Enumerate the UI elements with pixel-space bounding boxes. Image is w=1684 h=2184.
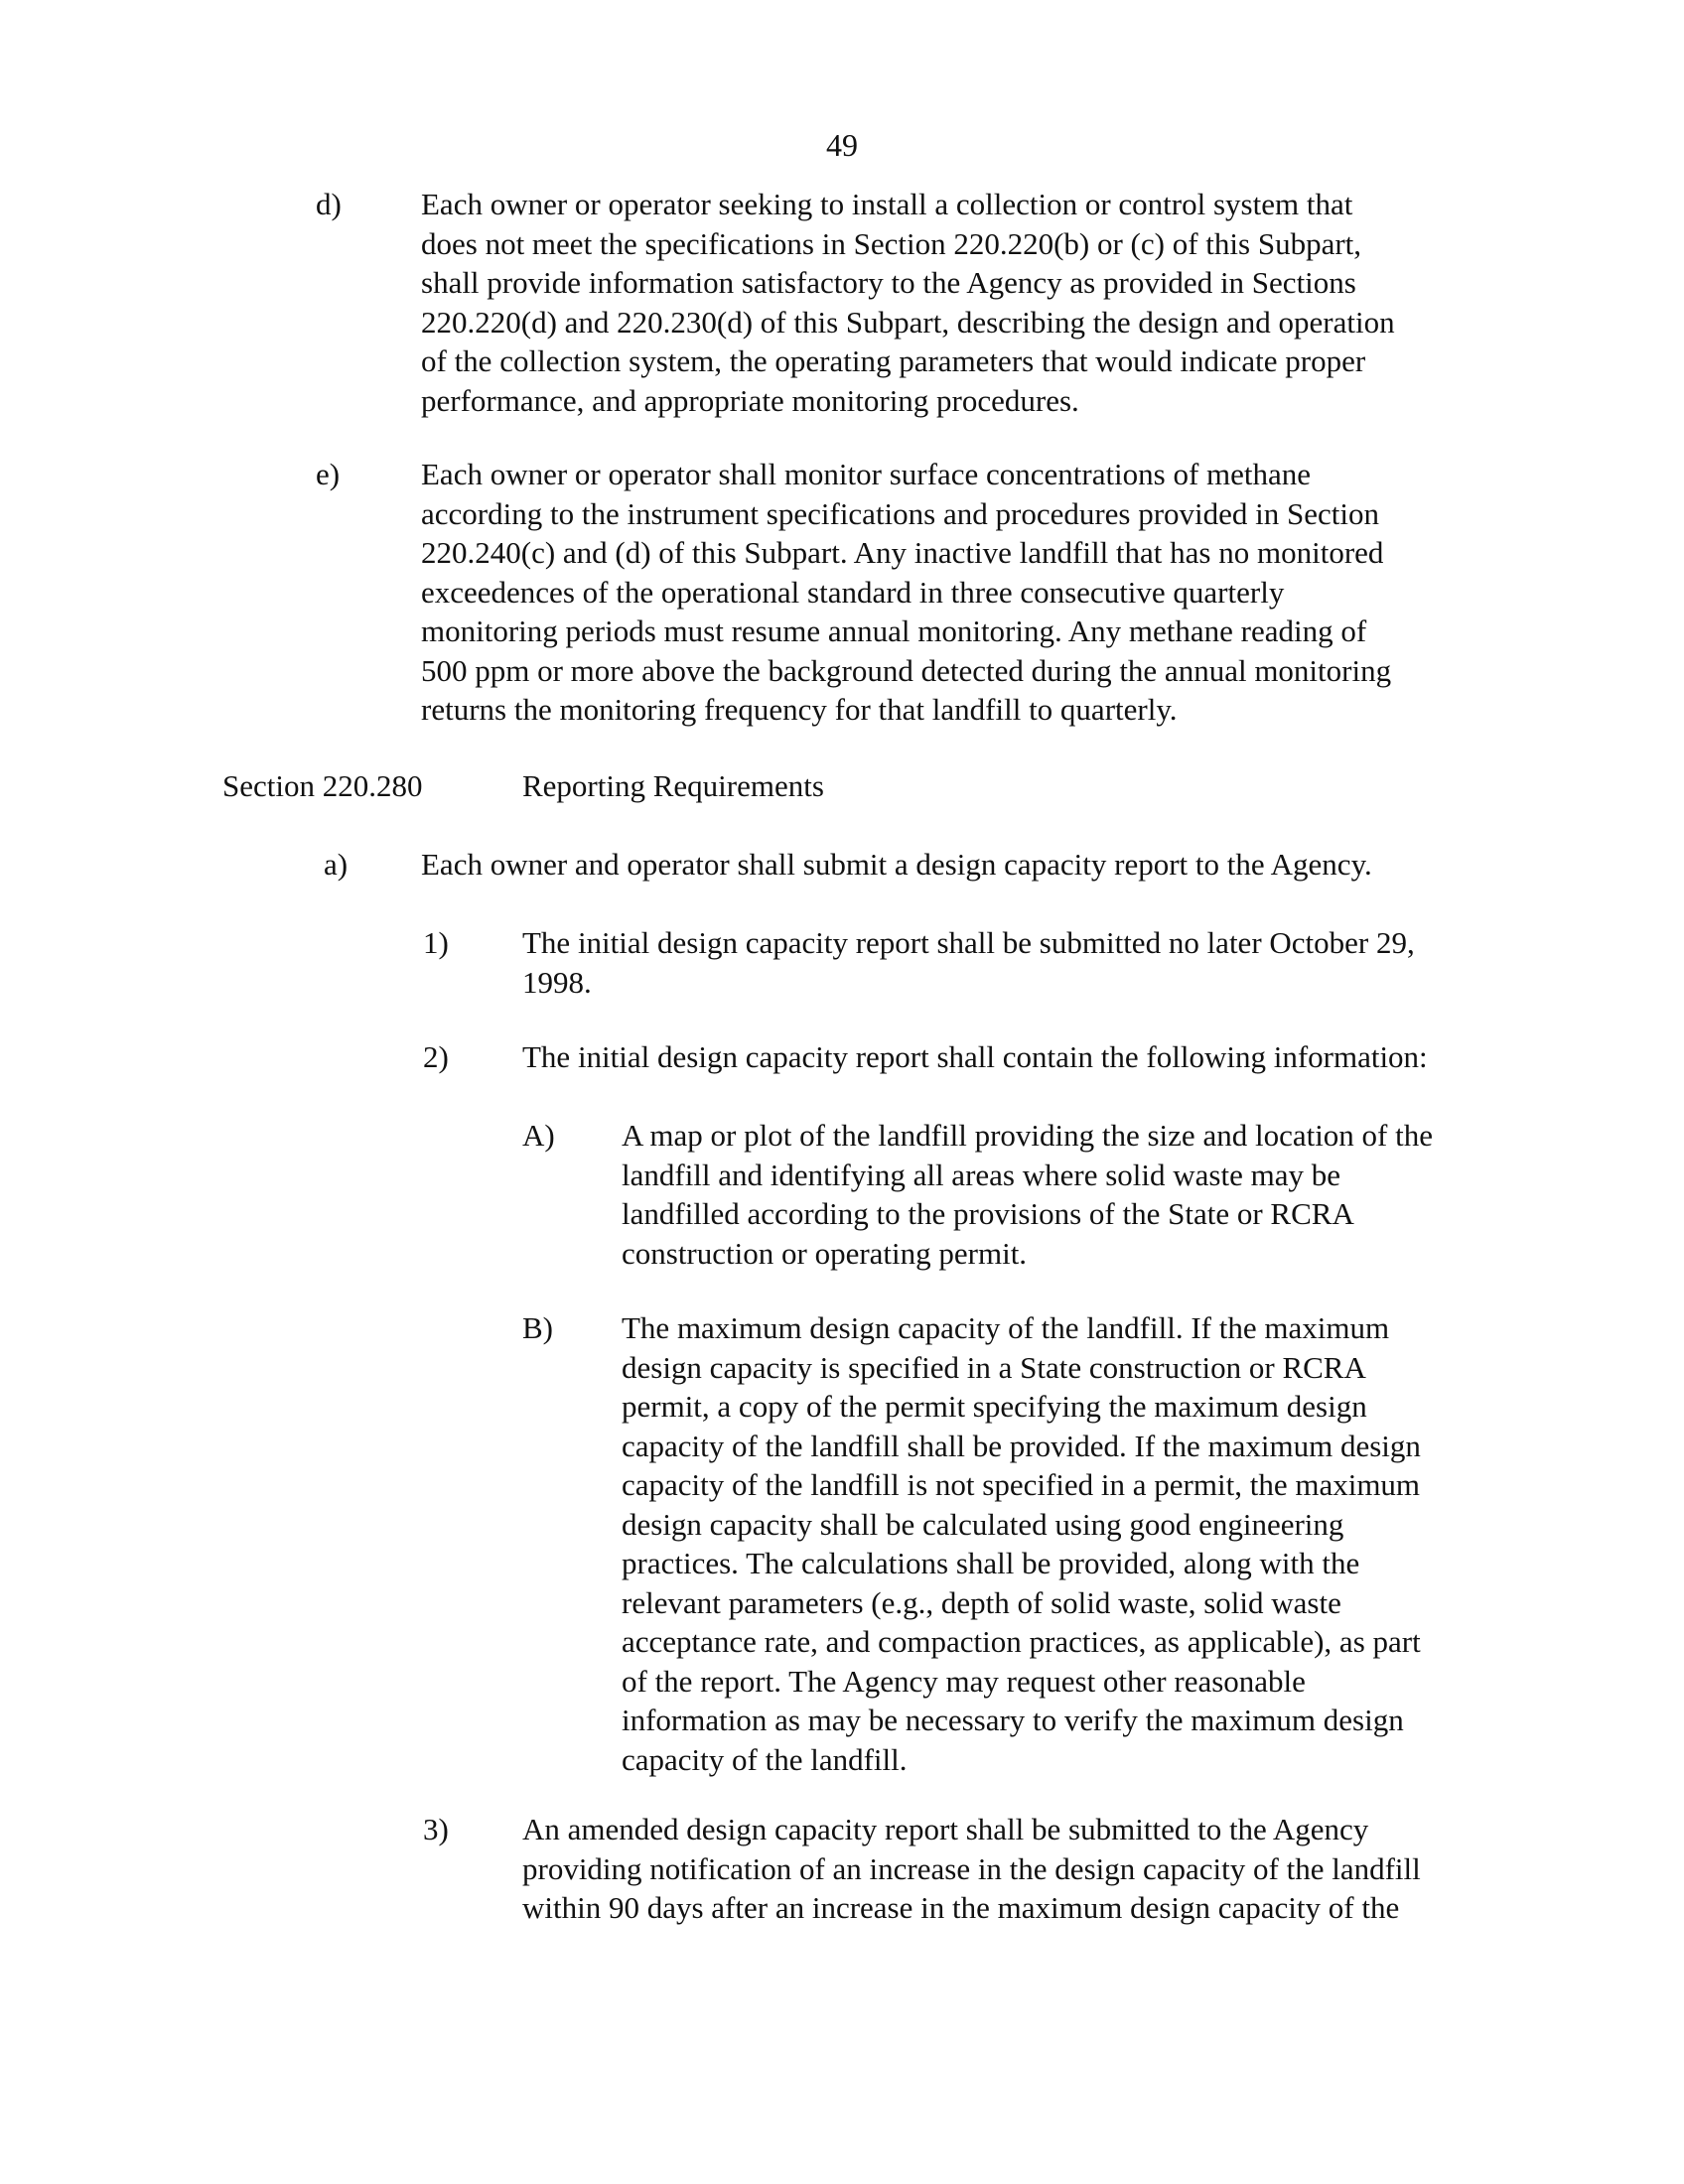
paragraph-a-label: a): [324, 847, 349, 882]
paragraph-a2A-line: A map or plot of the landfill providing the size and location of the: [622, 1118, 1434, 1153]
paragraph-a3-line: within 90 days after an increase in the maximum design capacity of the: [522, 1890, 1400, 1925]
paragraph-a2B-line: permit, a copy of the permit specifying the maximum design: [622, 1389, 1367, 1424]
paragraph-a2B-line: information as may be necessary to verify the maximum design: [622, 1703, 1404, 1737]
paragraph-a2B-label: B): [522, 1310, 553, 1345]
paragraph-e-label: e): [316, 457, 341, 491]
paragraph-a2A-line: landfill and identifying all areas where solid waste may be: [622, 1157, 1340, 1192]
paragraph-a2A-line: construction or operating permit.: [622, 1235, 1028, 1271]
paragraph-a2B-line: practices. The calculations shall be provided, along with the: [622, 1546, 1360, 1580]
paragraph-a2B-line: design capacity is specified in a State construction or RCRA: [622, 1349, 1366, 1385]
paragraph-a2A-line: landfilled according to the provisions of the State or RCRA: [622, 1196, 1354, 1231]
paragraph-e-line: 220.240(c) and (d) of this Subpart. Any inactive landfill that has no monitored: [421, 535, 1384, 570]
paragraph-d-line: performance, and appropriate monitoring procedures.: [421, 382, 1079, 418]
paragraph-e-line: exceedences of the operational standard in three consecutive quarterly: [421, 574, 1285, 610]
paragraph-e-line: Each owner or operator shall monitor surface concentrations of methane: [421, 457, 1312, 491]
paragraph-d-line: 220.220(d) and 220.230(d) of this Subpart, describing the design and operation: [421, 304, 1395, 340]
paragraph-a2B-line: The maximum design capacity of the landfill. If the maximum: [622, 1310, 1390, 1345]
paragraph-a2B-line: relevant parameters (e.g., depth of solid waste, solid waste: [622, 1584, 1341, 1620]
section-title: Reporting Requirements: [522, 768, 824, 803]
page-number: 49: [826, 127, 858, 163]
paragraph-a2B-line: capacity of the landfill.: [622, 1741, 908, 1777]
paragraph-d-line: shall provide information satisfactory to the Agency as provided in Sections: [421, 265, 1356, 300]
paragraph-a1-line: 1998.: [522, 964, 592, 1000]
paragraph-a2A-label: A): [522, 1118, 555, 1153]
section-number: Section 220.280: [222, 768, 423, 803]
paragraph-e-line: monitoring periods must resume annual monitoring. Any methane reading of: [421, 614, 1367, 648]
paragraph-e-line: 500 ppm or more above the background detected during the annual monitoring: [421, 652, 1392, 688]
paragraph-a1-label: 1): [423, 925, 449, 960]
paragraph-a2-text: The initial design capacity report shall contain the following information:: [522, 1039, 1428, 1074]
paragraph-e-line: according to the instrument specifications and procedures provided in Section: [421, 495, 1380, 531]
paragraph-a2B-line: capacity of the landfill is not specified in a permit, the maximum: [622, 1467, 1421, 1502]
paragraph-d-line: Each owner or operator seeking to install a collection or control system that: [421, 187, 1353, 221]
paragraph-a3-line: An amended design capacity report shall be submitted to the Agency: [522, 1812, 1369, 1846]
paragraph-a2B-line: of the report. The Agency may request other reasonable: [622, 1663, 1306, 1699]
paragraph-a2B-line: capacity of the landfill shall be provided. If the maximum design: [622, 1428, 1421, 1463]
paragraph-d-label: d): [316, 187, 342, 221]
paragraph-d-line: does not meet the specifications in Section 220.220(b) or (c) of this Subpart,: [421, 225, 1362, 261]
paragraph-a3-label: 3): [423, 1812, 449, 1846]
paragraph-a-text: Each owner and operator shall submit a design capacity report to the Agency.: [421, 847, 1372, 882]
paragraph-a3-line: providing notification of an increase in the design capacity of the landfill: [522, 1850, 1421, 1886]
paragraph-a2B-line: acceptance rate, and compaction practices, as applicable), as part: [622, 1624, 1421, 1659]
paragraph-e-line: returns the monitoring frequency for that landfill to quarterly.: [421, 692, 1178, 727]
paragraph-d-line: of the collection system, the operating parameters that would indicate proper: [421, 343, 1366, 378]
paragraph-a2-label: 2): [423, 1039, 449, 1074]
paragraph-a1-line: The initial design capacity report shall be submitted no later October 29,: [522, 925, 1415, 960]
paragraph-a2B-line: design capacity shall be calculated using good engineering: [622, 1506, 1344, 1542]
